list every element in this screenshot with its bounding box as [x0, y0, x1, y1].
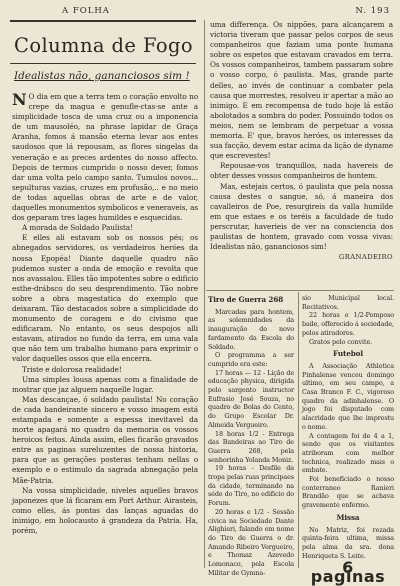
news-paragraph: sio Municipal local. Recitativos.: [302, 294, 394, 311]
news-column-right: [302, 294, 394, 586]
article-paragraph: Repousae-vos tranquillos, nada havereis de obter desses vossos companheiros de hontem.: [210, 161, 393, 181]
column-divider-lower: [298, 292, 299, 568]
article-column-right: [210, 20, 393, 300]
article-column-left: [12, 92, 198, 562]
news-paragraph: Foi beneficiado o nosso conterraneo Ranieri Brandão que se achava gravemente enfermo.: [302, 475, 394, 510]
section-heading-tiro: Tiro de Guerra 268: [208, 295, 284, 304]
news-paragraph: Gratos pelo convite.: [309, 337, 373, 346]
article-subtitle: Idealistas não, gananciosos sim !: [14, 70, 190, 82]
news-paragraph: 22 horas e 1/2-Pomposo baile, offerecido á sociedade, pelos atiradores.: [302, 311, 394, 337]
section-heading-missa: Missa: [336, 512, 360, 522]
news-paragraph: A Associação Athletica Pinhalense venceu domingo ultimo, em seu campo, a Casa Branco F. C., vigoroso quadro da adinhalense. O jogo foi disputado com alacridade que lhe imprestu o nome.: [302, 361, 394, 431]
column-divider: [204, 20, 205, 568]
article-paragraph: uma differença. Os nippões, para alcançarem a victoria tiveram que passar pelos corpos de seus companheiros que faziam uma ponte humana sobre os espetos que estavam cravados em terra. Os vossos companheiros, tambem passaram sobre o vosso corpo, ó paulista. Mas, grande parte delles, ao invés de continuar a combater pela causa que morrestes, resolveu ir apertar a mão ao inimigo. E em recompensa de tudo hoje lá estão abolotados a sombra do poder. Possuindo todos os meios, nem se lembram de perpetuar a vossa memoria. E' que, bravos heróes, os interesses da sua facção, devem estar acima da lição de dyname que escrevestes!: [210, 20, 393, 161]
publication-name: A FOLHA: [62, 6, 110, 16]
title-bottom-rule: [10, 63, 196, 64]
news-paragraph: 19 horas - Desfile da tropa pelas ruas principaes da cidade, terminando na séde do Tiro, no edificio do Forum.: [208, 464, 294, 508]
news-paragraph: Marcadas para hontem, as solemnidades da inauguração do novo fardamento da Escola do Soldado.: [208, 307, 294, 351]
article-paragraph: A morada de Soldado Paulista!: [22, 223, 133, 233]
drop-cap: N: [12, 90, 27, 109]
running-header: [0, 4, 400, 18]
issue-number: N. 193: [355, 6, 390, 16]
news-paragraph: A contagem foi de 4 a 1, sendo que os visitantes atriboram com melhor technica, realizado mais o embate.: [302, 431, 394, 475]
article-paragraph: Na vossa simplicidade, niveles aquelles bravos japonezes que lá ficaram em Port Arthur. Airasteis, como elles, ás pontas das lanças aguadas do inimigo, em holocausto á grandeza da Patria. Ha, porém,: [12, 485, 198, 536]
news-paragraph: No Matriz, foi rezada quinta-feira ultima, missa pela alma da sra. dona Henriqueta S. Leite.: [302, 525, 394, 560]
section-heading-futebol: Futebol: [333, 349, 363, 359]
author-signature: GRANADEIRO: [338, 253, 393, 262]
news-column-tiro: [208, 294, 294, 577]
page-count-notice: 6 paginas: [310, 558, 386, 586]
article-paragraph: N O dia em que a terra tem o coração envolto no crepe da magua e genufle-ctas-se ante a simplicidade tosca de uma cruz ou a imponencia de um mausoléo, na phrase lapidar de Graça Aranha, fomos á mansão eterna levar aos entes saudosos que lá repousam, as flores singelas da veneração e as preces ardentes do nosso affecto. Depois de termos cumprido o nosso dever, fomos dar uma volta pelo campo santo. Tumulos novos... sepulturas vazias, cruzes em profusão,.. e no meio de todas aquellas obras de arte e de valor, daquelles monumentos symbolicos e veneraveis, as dos geparam tres lages humildes e esquecidas.: [12, 90, 198, 223]
news-paragraph: 20 horas e 1/2 - Sessão civica na Sociedade Dante Alighieri, falando em nome do Tiro de Guerra o dr. Amando Ribeiro Vergueiro, e Thomaz Azevedo Lomonaco, pela Escola Militar de Gymna-: [208, 507, 294, 577]
article-paragraph: Mas, estejais certos, ó paulista que pela nossa causa destes o sangue, só, á maneira dos cavalleiros de Poe, resurgireis da valla humilde em que estaes e os teréis a faculdade de tudo perscrutar, haverieis de ver na consciencia dos paulistas de hontem, gravado com vossa vivas: Idealistas não, gananciosos sim!: [210, 181, 393, 252]
article-title: Columna de Fogo: [14, 34, 193, 57]
title-top-rule: [10, 20, 196, 22]
section-rule: [206, 290, 394, 291]
news-paragraph: O programma a ser cumprido era este:: [208, 351, 294, 368]
article-paragraph: Mas descançae, ó soldado paulista! No coração de cada bandeirante sincero e vosso imagem está estampada e somente a espessa inevitavel da morte apagará no quadro da memoria os vossos heroicos feitos. Ainda assim, elles ficarão gravados entre as paginas sureluzentes de nossa historia, para que as gerações posteras tenham nellas o exemplo e o estimulo da sagrada abnegação pela Mãe-Patria.: [12, 394, 198, 485]
article-paragraph: Uma simples lousa apenas com a finalidade de mostrar que jaz alguem naquelle lugar.: [12, 374, 198, 394]
news-paragraph: 17 horas — 12 - Lição de educação physica, dirigida pelo sargento instructor Eufrasio José Souza, no quadro de Bolas do Cento, do Grupo Escolar Dr. Almeida Vergueiro.: [208, 368, 294, 429]
news-paragraph: 18 horas 1/2 - Entrega das Bandeiras ao Tiro de Guerra 268, pela senhorinha Yolanda Moniz.: [208, 429, 294, 464]
article-paragraph: Triste e dolorosa realidade!: [22, 364, 122, 374]
article-paragraph: E elles ali estavam sob os nossos pés; os abnegados servidores, os verdadeiros heróes da nossa Epopéa! Diante daquelle quadro não pudemos suster a onda de emoção e revolta que nos avassalou. Elles tão impotentes sobre o edificio esthe-drábsco do seu desprendimento. Tão nobre sobre a obra magestatica do exemplo que deixaram. Tão destacados sobre a simplicidade do monumento de coragem e do civismo que edificaram. No entanto, os seus despojos alli estavam, atirados no fundo da terra, em uma vala que não tem um trabalho humano para exprimir o valor daquelles ossos que ella encerra.: [12, 233, 198, 364]
